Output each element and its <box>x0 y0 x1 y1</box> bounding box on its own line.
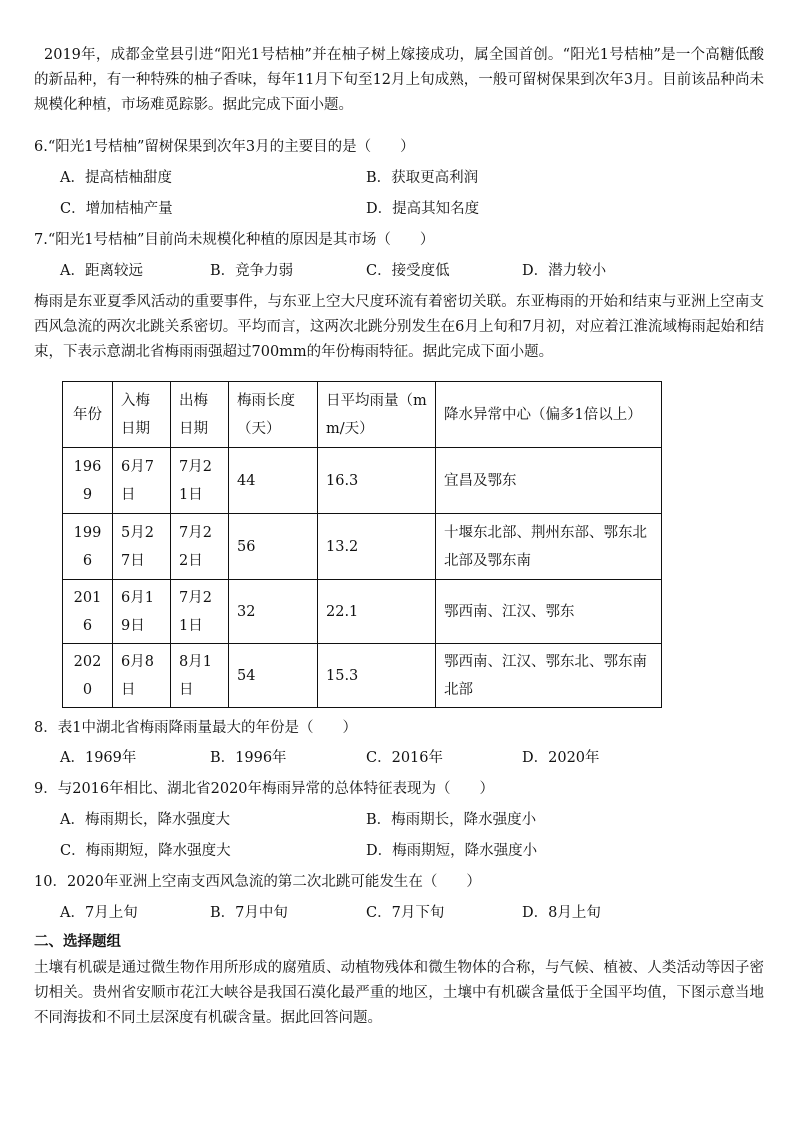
table-cell: 16.3 <box>318 448 436 514</box>
table-cell: 13.2 <box>318 514 436 580</box>
table-header-cell: 入梅日期 <box>113 382 171 448</box>
table-cell: 7月22日 <box>171 514 229 580</box>
question-7-option-d: D．潜力较小 <box>522 263 607 279</box>
question-9-stem: 9．与2016年相比、湖北省2020年梅雨异常的总体特征表现为（ ） <box>34 781 495 797</box>
table-cell: 56 <box>229 514 318 580</box>
table-row <box>63 644 662 708</box>
question-10-option-d: D．8月上旬 <box>522 905 601 921</box>
table-cell: 十堰东北部、荆州东部、鄂东北北部及鄂东南 <box>436 514 662 580</box>
question-10-stem: 10．2020年亚洲上空南支西风急流的第二次北跳可能发生在（ ） <box>34 874 481 890</box>
table-header-cell: 日平均雨量（mm/天） <box>318 382 436 448</box>
table-row <box>63 448 662 514</box>
question-8-option-b: B．1996年 <box>210 750 287 766</box>
passage-meiyu: 梅雨是东亚夏季风活动的重要事件，与东亚上空大尺度环流有着密切关联。东亚梅雨的开始和结束与亚洲上空南支西风急流的两次北跳关系密切。平均而言，这两次北跳分别发生在6月上旬和7月初，对应着江淮流域梅雨起始和结束，下表示意湖北省梅雨雨强超过700mm的年份梅雨特征。据此完成下面小题。 <box>34 294 764 360</box>
question-8-option-c: C．2016年 <box>366 750 443 766</box>
question-10-option-b: B．7月中旬 <box>210 905 288 921</box>
table-header-cell: 年份 <box>63 382 113 448</box>
table-cell: 1996 <box>63 514 113 580</box>
section-heading: 二、选择题组 <box>34 934 121 950</box>
table-cell: 2020 <box>63 644 113 708</box>
table-header-cell: 出梅日期 <box>171 382 229 448</box>
table-header-row <box>63 382 662 448</box>
question-10-option-a: A．7月上旬 <box>60 905 138 921</box>
question-9-option-a: A．梅雨期长，降水强度大 <box>60 812 230 828</box>
question-9-option-b: B．梅雨期长，降水强度小 <box>366 812 537 828</box>
question-10-option-c: C．7月下旬 <box>366 905 445 921</box>
table-header-cell: 梅雨长度（天） <box>229 382 318 448</box>
table-cell: 2016 <box>63 580 113 644</box>
meiyu-table <box>62 381 662 708</box>
table-cell: 6月19日 <box>113 580 171 644</box>
table-cell: 鄂西南、江汉、鄂东北、鄂东南北部 <box>436 644 662 708</box>
question-6-option-d: D．提高其知名度 <box>366 201 480 217</box>
question-6-option-b: B．获取更高利润 <box>366 170 479 186</box>
table-cell: 54 <box>229 644 318 708</box>
table-cell: 44 <box>229 448 318 514</box>
table-cell: 32 <box>229 580 318 644</box>
question-6-stem: 6.“阳光1号桔柚”留树保果到次年3月的主要目的是（ ） <box>34 139 415 155</box>
table-cell: 鄂西南、江汉、鄂东 <box>436 580 662 644</box>
question-6-option-a: A．提高桔柚甜度 <box>60 170 172 186</box>
question-6-option-c: C．增加桔柚产量 <box>60 201 173 217</box>
question-7-option-b: B．竞争力弱 <box>210 263 294 279</box>
table-header-cell: 降水异常中心（偏多1倍以上） <box>436 382 662 448</box>
question-7-option-a: A．距离较远 <box>60 263 143 279</box>
table-cell: 8月1日 <box>171 644 229 708</box>
table-cell: 6月8日 <box>113 644 171 708</box>
table-row <box>63 580 662 644</box>
question-9-option-d: D．梅雨期短，降水强度小 <box>366 843 538 859</box>
question-8-stem: 8．表1中湖北省梅雨降雨量最大的年份是（ ） <box>34 720 357 736</box>
table-cell: 宜昌及鄂东 <box>436 448 662 514</box>
question-8-option-d: D．2020年 <box>522 750 600 766</box>
table-cell: 5月27日 <box>113 514 171 580</box>
question-8-option-a: A．1969年 <box>60 750 137 766</box>
table-cell: 7月21日 <box>171 580 229 644</box>
table-cell: 7月21日 <box>171 448 229 514</box>
table-cell: 1969 <box>63 448 113 514</box>
table-cell: 15.3 <box>318 644 436 708</box>
question-7-stem: 7.“阳光1号桔柚”目前尚未规模化种植的原因是其市场（ ） <box>34 232 435 248</box>
passage-citrus: 2019年，成都金堂县引进“阳光1号桔柚”并在柚子树上嫁接成功，属全国首创。“阳光1号桔柚”是一个高糖低酸的新品种，有一种特殊的柚子香味，每年11月下旬至12月上旬成熟，一般可留树保果到次年3月。目前该品种尚未规模化种植，市场难觅踪影。据此完成下面小题。 <box>34 47 764 113</box>
passage-soil-carbon: 土壤有机碳是通过微生物作用所形成的腐殖质、动植物残体和微生物体的合称，与气候、植被、人类活动等因子密切相关。贵州省安顺市花江大峡谷是我国石漠化最严重的地区，土壤中有机碳含量低于全国平均值，下图示意当地不同海拔和不同土层深度有机碳含量。据此回答问题。 <box>34 960 764 1026</box>
question-9-option-c: C．梅雨期短，降水强度大 <box>60 843 231 859</box>
table-cell: 22.1 <box>318 580 436 644</box>
table-cell: 6月7日 <box>113 448 171 514</box>
question-7-option-c: C．接受度低 <box>366 263 450 279</box>
table-row <box>63 514 662 580</box>
